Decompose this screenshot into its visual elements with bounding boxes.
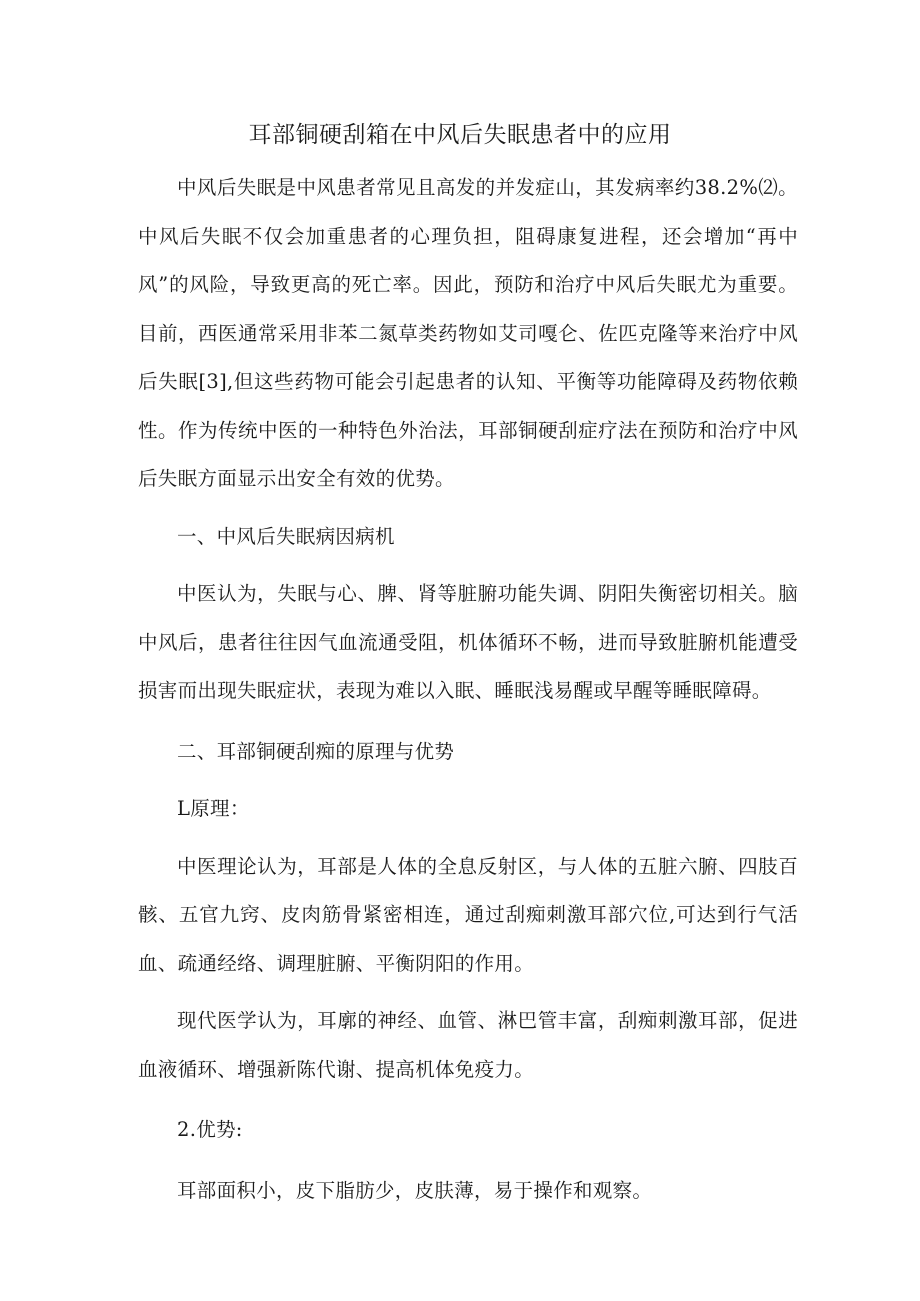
advantage-subheading: 2.优势: xyxy=(177,1118,243,1141)
section1-heading: 一、中风后失眠病因病机 xyxy=(177,524,395,548)
section2-heading: 二、耳部铜硬刮痴的原理与优势 xyxy=(177,739,455,763)
document-title: 耳部铜硬刮箱在中风后失眠患者中的应用 xyxy=(248,122,672,148)
principle-subheading: L原理： xyxy=(177,797,250,820)
section1-paragraph: 中医认为，失眠与心、脾、肾等脏腑功能失调、阴阳失衡密切相关。脑中风后，患者往往因气血流通受阻，机体循环不畅，进而导致脏腑机能遭受损害而出现失眠症状，表现为难以入眠、睡眠浅易醒或早醒等睡眠障碍。 xyxy=(138,582,798,702)
principle-paragraph-modern: 现代医学认为，耳廓的神经、血管、淋巴管丰富，刮痴刺激耳部，促进血液循环、增强新陈代谢、提高机体免疫力。 xyxy=(138,1009,798,1081)
document-body xyxy=(138,164,798,1215)
advantage-paragraph: 耳部面积小，皮下脂肪少，皮肤薄，易于操作和观察。 xyxy=(177,1178,653,1202)
intro-paragraph: 中风后失眠是中风患者常见且高发的并发症山，其发病率约38.2%⑵。中风后失眠不仅会加重患者的心理负担，阻碍康复进程，还会增加“再中风”的风险，导致更高的死亡率。因此，预防和治疗中风后失眠尤为重要。目前，西医通常采用非苯二氮草类药物如艾司嘎仑、佐匹克隆等来治疗中风后失眠[3],但这些药物可能会引起患者的认知、平衡等功能障碍及药物依赖性。作为传统中医的一种特色外治法，耳部铜硬刮症疗法在预防和治疗中风后失眠方面显示出安全有效的优势。 xyxy=(138,176,798,490)
principle-paragraph-tcm: 中医理论认为，耳部是人体的全息反射区，与人体的五脏六腑、四肢百骸、五官九窍、皮肉筋骨紧密相连，通过刮痴刺激耳部穴位,可达到行气活血、疏通经络、调理脏腑、平衡阴阳的作用。 xyxy=(138,854,798,975)
